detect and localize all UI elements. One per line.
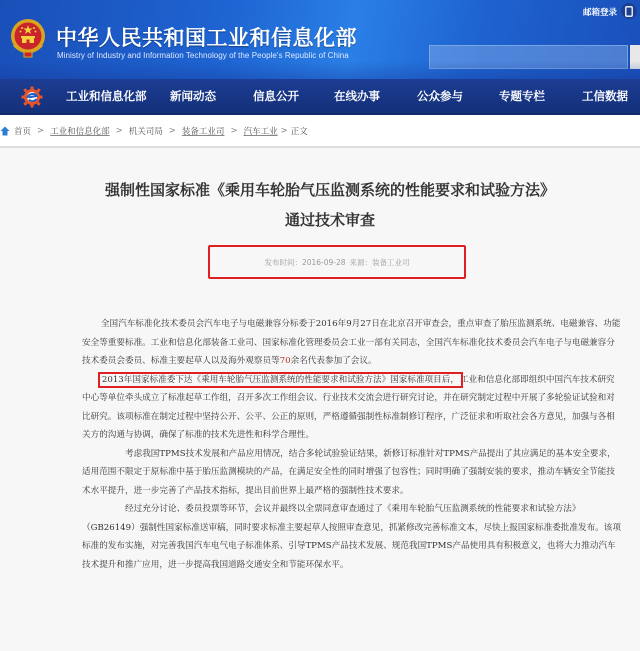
main-nav (0, 79, 640, 115)
attendee-count: 70 (279, 356, 291, 366)
breadcrumb-home[interactable]: 首页 (14, 127, 32, 137)
nav-item-news[interactable]: 新闻动态 (170, 89, 216, 103)
breadcrumb-bar (0, 115, 640, 148)
breadcrumb-miit[interactable]: 工业和信息化部 (50, 127, 110, 137)
paragraph-text: 全国汽车标准化技术委员会汽车电子与电磁兼容分标委于2016年9月27日在北京召开审查会，重点审查了胎压监测系统、电磁兼容、功能安全等重要标准。工业和信息化部装备工业司、国家标准化管理委员会工业一部有关同志，全国汽车标准化技术委员会汽车电子与电磁兼容分技术委员会委员、标准主要起草人以及海外观察员等 (82, 319, 621, 366)
nav-item-miit[interactable]: 工业和信息化部 (66, 89, 147, 103)
paragraph-3: 考虑我国TPMS技术发展和产品应用情况，结合多轮试验验证结果，新修订标准针对TPMS产品提出了其应满足的基本安全要求，适用范围不限定于原标准中基于胎压监测模块的产品，在满足安全性的同时增强了包容性；同时明确了强制安装的要求，推动车辆安全节能技术水平提升，进一步完善了产品技术指标，提出目前世界上最严格的强制性技术要求。 (82, 448, 616, 496)
breadcrumb-separator: > (37, 126, 45, 136)
breadcrumb-separator: > (230, 126, 238, 136)
mobile-phone-icon[interactable] (621, 3, 637, 19)
site-title: 中华人民共和国工业和信息化部 (56, 26, 357, 50)
paragraph-2 (82, 371, 622, 445)
paragraph-4: 经过充分讨论、委员投票等环节，会议并最终以全票同意审查通过了《乘用车轮胎气压监测系统的性能要求和试验方法》（GB26149）强制性国家标准送审稿，同时要求标准主要起草人按照审查意见，抓紧修改完善标准文本，尽快上报国家标准委批准发布。该项标准的发布实施，对完善我国汽车电气电子标准体系、引导TPMS产品技术发展、规范我国TPMS产品使用具有积极意义，也将大力推动汽车技术提升和推广应用，进一步提高我国道路交通安全和节能环保水平。 (82, 504, 621, 570)
article-meta-highlighted (208, 245, 466, 279)
breadcrumb-departments[interactable]: 机关司局 (128, 127, 163, 137)
national-emblem-icon (9, 17, 47, 59)
nav-item-data[interactable]: 工信数据 (582, 89, 628, 103)
paragraph-1 (82, 315, 622, 371)
article-body (82, 315, 622, 574)
nav-item-public-participation[interactable]: 公众参与 (417, 89, 463, 103)
publish-date: 2016-09-28 (301, 257, 346, 267)
highlighted-sentence: 2013年国家标准委下达《乘用车轮胎气压监测系统的性能要求和试验方法》国家标准项目后， (101, 374, 459, 385)
paragraph-text: 余名代表参加了会议。 (290, 356, 377, 366)
breadcrumb-auto-industry[interactable]: 汽车工业 (243, 127, 278, 137)
paragraph-text: 工业和信息化部即组织中国汽车技术研究中心等单位牵头成立了标准起草工作组，召开多次工作组会议、行业技术交流会进行研究讨论，并在研究制定过程中开展了多轮验证试验和对比研究。该项标准在制定过程中坚持公开、公平、公正的原则，严格遵循强制性标准制修订程序，广泛征求和听取社会各方意见，加强与各相关方的沟通与协调，确保了标准的技术先进性和科学合理性。 (82, 374, 615, 440)
nav-item-special-topics[interactable]: 专题专栏 (499, 89, 545, 103)
breadcrumb-equipment-industry[interactable]: 装备工业司 (181, 127, 225, 137)
search-button[interactable] (630, 45, 640, 69)
breadcrumb-current: 正文 (290, 127, 308, 137)
nav-item-online-services[interactable]: 在线办事 (334, 89, 380, 103)
source-value: 装备工业司 (372, 257, 410, 267)
breadcrumb-separator: > (115, 126, 123, 136)
breadcrumb (0, 124, 308, 138)
site-header (0, 0, 640, 79)
article-title-line2: 通过技术审查 (284, 211, 375, 229)
breadcrumb-separator: > (168, 126, 176, 136)
search-input[interactable] (429, 45, 628, 69)
source-label: 来源： (349, 257, 373, 267)
breadcrumb-separator: > (280, 126, 288, 136)
nav-item-info-disclosure[interactable]: 信息公开 (253, 89, 299, 103)
article-title-line1: 强制性国家标准《乘用车轮胎气压监测系统的性能要求和试验方法》 (104, 181, 555, 199)
site-subtitle: Ministry of Industry and Information Technology of the People's Republic of China (57, 51, 349, 60)
publish-label: 发布时间： (264, 257, 302, 267)
home-icon (0, 126, 10, 136)
article-title (60, 175, 600, 235)
mail-login-link[interactable]: 邮箱登录 (583, 8, 618, 18)
